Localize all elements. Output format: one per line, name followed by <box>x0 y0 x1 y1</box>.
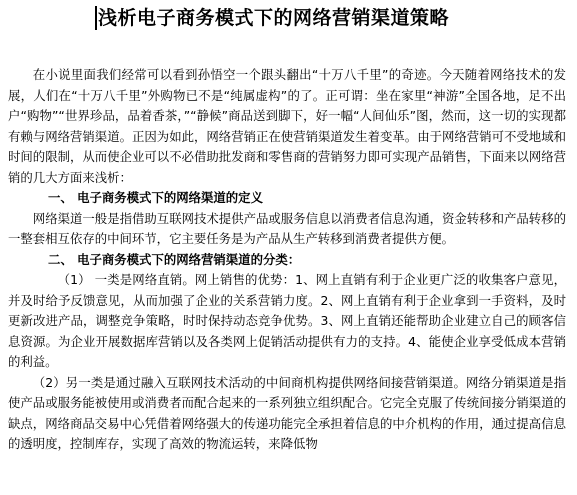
text-cursor <box>95 6 97 30</box>
definition-paragraph: 网络渠道一般是指借助互联网技术提供产品或服务信息以消费者信息沟通，资金转移和产品转移的一整套相互依存的中间环节，它主要任务是为产品从生产转移到消费者提供方便。 <box>8 210 566 246</box>
document-body <box>8 65 566 455</box>
section-heading-classification: 二、 电子商务模式下的网络营销渠道的分类： <box>48 251 301 267</box>
section-heading-definition: 一、 电子商务模式下的网络渠道的定义 <box>48 190 263 205</box>
classification-item-indirect-channels: （2）另一类是通过融入互联网技术活动的中间商机构提供网络间接营销渠道。网络分销渠道是指使产品或服务能被使用或消费者而配合起来的一系列独立组织配合。它完全克服了传统间接分销渠道的缺点，网络商品交易中心凭借着网络强大的传递功能完全承担着信息的中介机构的作用，通过提高信息的透明度，控制库存，实现了高效的物流运转，来降低物 <box>8 374 566 451</box>
classification-item-direct-sales: （1） 一类是网络直销。网上销售的优势：1、网上直销有利于企业更广泛的收集客户意见，并及时给予反馈意见，从而加强了企业的关系营销力度。2、网上直销有利于企业拿到一手资料，及时更新改进产品，调整竞争策略，时时保持动态竞争优势。3、网上直销还能帮助企业建立自己的顾客信息资源。为企业开展数据库营销以及各类网上促销活动提供有力的支持。4、能使企业享受低成本营销的利益。 <box>8 272 566 369</box>
intro-paragraph: 在小说里面我们经常可以看到孙悟空一个跟头翻出“十万八千里”的奇迹。今天随着网络技术的发展，人们在“十万八千里”外购物已不是“纯属虚构”的了。正可谓：坐在家里“神游”全国各地，足不出户“购物”“世界珍品，品着香茶，”“静候”商品送到脚下，好一幅“人间仙乐”图，然而，这一切的实现都有赖与网络营销渠道。正因为如此，网络营销正在使营销渠道发生着变革。由于网络营销可不受地域和时间的限制，从而使企业可以不必借助批发商和零售商的营销努力即可实现产品销售，下面来以网络营销的几大方面来浅析： <box>8 67 566 185</box>
document-title: 浅析电子商务模式下的网络营销渠道策略 <box>98 7 450 29</box>
